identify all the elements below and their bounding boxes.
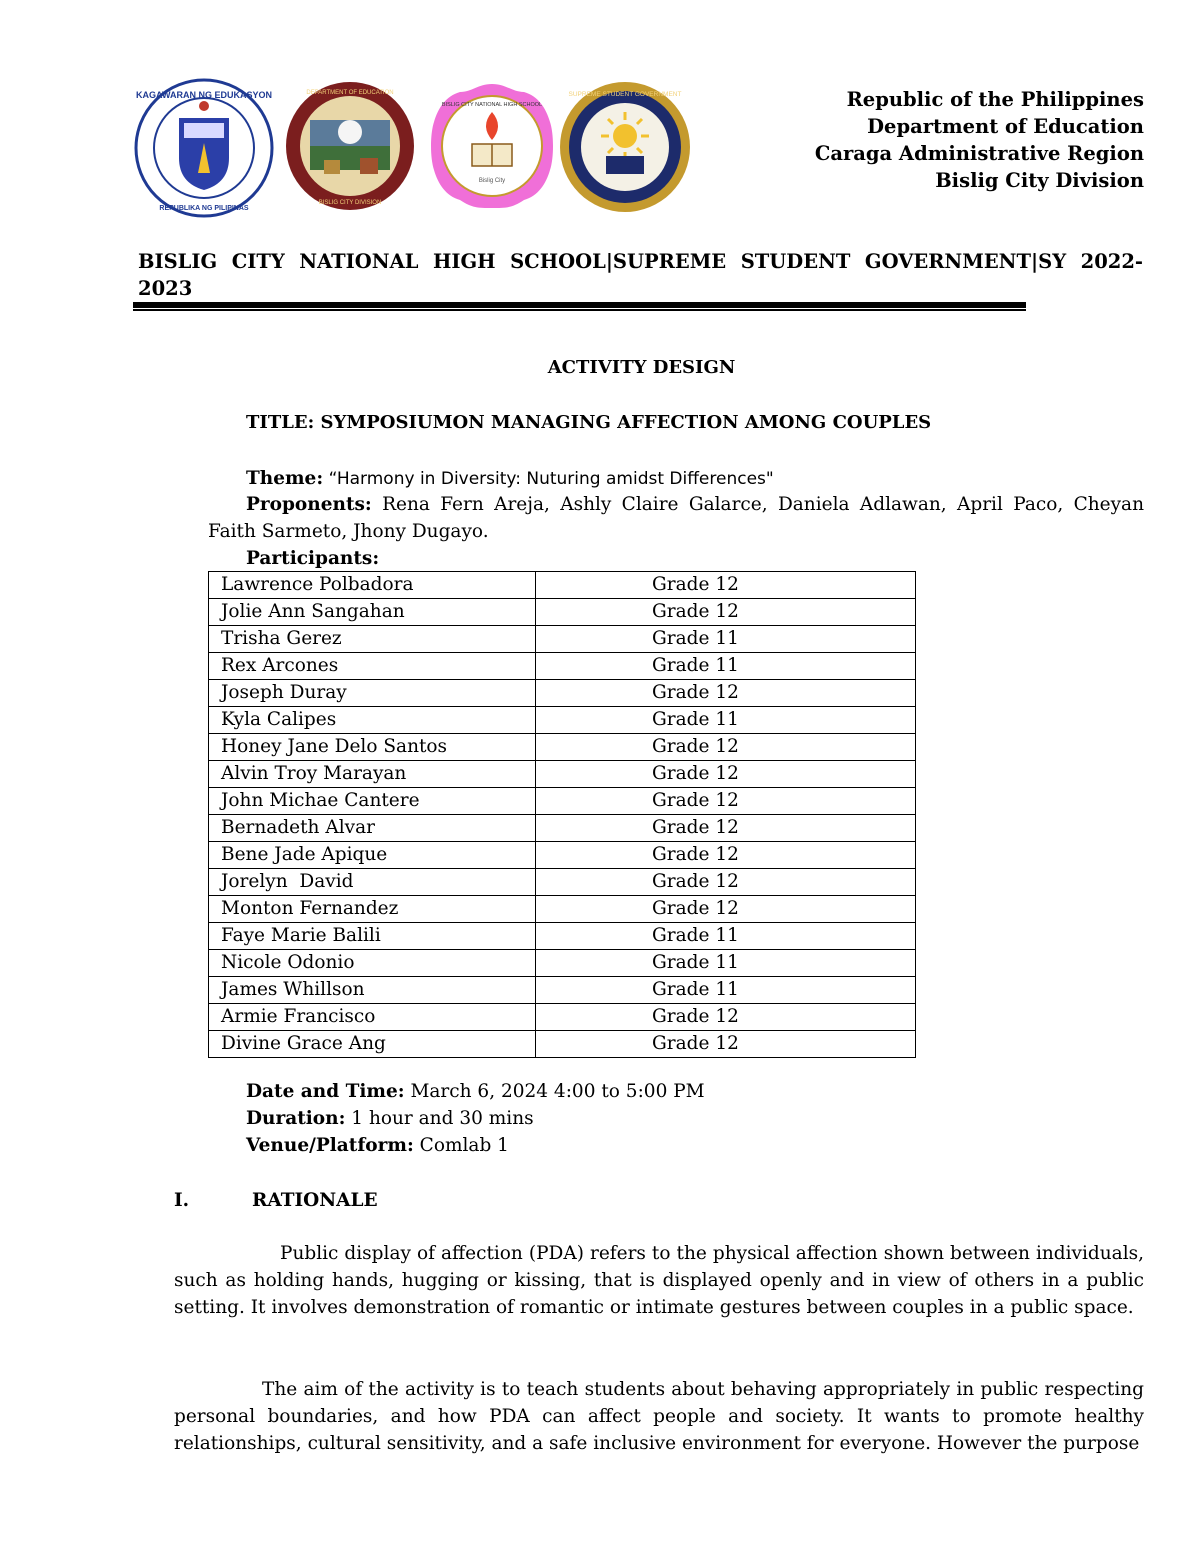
table-row (209, 950, 916, 977)
svg-text:SUPREME STUDENT GOVERNMENT: SUPREME STUDENT GOVERNMENT (568, 91, 682, 98)
date-value: March 6, 2024 4:00 to 5:00 PM (404, 1081, 705, 1102)
table-row (209, 815, 916, 842)
participant-name: Bernadeth Alvar (209, 815, 536, 842)
header-rule-thick (133, 302, 1026, 308)
participant-grade: Grade 12 (536, 1004, 916, 1031)
table-row (209, 1031, 916, 1058)
participant-grade: Grade 11 (536, 923, 916, 950)
participant-grade: Grade 12 (536, 1031, 916, 1058)
participant-name: Nicole Odonio (209, 950, 536, 977)
participant-name: Trisha Gerez (209, 626, 536, 653)
date-time-line (246, 1078, 705, 1105)
deped-seal-logo (134, 78, 274, 218)
participant-name: Lawrence Polbadora (209, 572, 536, 599)
proponents-line (246, 491, 1144, 518)
venue-label: Venue/Platform: (246, 1135, 414, 1156)
participant-name: Bene Jade Apique (209, 842, 536, 869)
participant-name: Alvin Troy Marayan (209, 761, 536, 788)
participant-grade: Grade 12 (536, 572, 916, 599)
header-rule-thin (133, 309, 1026, 311)
government-heading (815, 86, 1144, 194)
duration-line (246, 1105, 534, 1132)
participant-grade: Grade 12 (536, 761, 916, 788)
participant-grade: Grade 12 (536, 815, 916, 842)
gov-line-region: Caraga Administrative Region (814, 142, 1144, 165)
proponents-label: Proponents: (246, 494, 372, 515)
ssg-seal-logo (558, 80, 692, 214)
participant-name: John Michae Cantere (209, 788, 536, 815)
theme-value: “Harmony in Diversity: Nuturing amidst Differences" (323, 469, 774, 489)
date-label: Date and Time: (246, 1081, 405, 1102)
participant-grade: Grade 11 (536, 626, 916, 653)
table-row (209, 1004, 916, 1031)
document-title: TITLE: SYMPOSIUMON MANAGING AFFECTION AMONG COUPLES (246, 412, 932, 433)
table-row (209, 977, 916, 1004)
rationale-paragraph-2: The aim of the activity is to teach students about behaving appropriately in public respecting personal boundaries, and how PDA can affect people and society. It wants to promote healthy relationships, cultural sensitivity, and a safe inclusive environment for everyone. However the purpose (174, 1379, 1144, 1454)
section-title: RATIONALE (252, 1190, 378, 1211)
participants-label: Participants: (246, 548, 380, 569)
participant-name: Divine Grace Ang (209, 1031, 536, 1058)
participant-name: Kyla Calipes (209, 707, 536, 734)
participant-grade: Grade 12 (536, 680, 916, 707)
venue-value: Comlab 1 (413, 1135, 509, 1156)
svg-text:BISLIG CITY NATIONAL HIGH SCHO: BISLIG CITY NATIONAL HIGH SCHOOL (441, 102, 543, 108)
theme-line (246, 465, 774, 493)
table-row (209, 896, 916, 923)
division-seal-logo (284, 80, 416, 212)
participant-grade: Grade 12 (536, 842, 916, 869)
participant-name: Armie Francisco (209, 1004, 536, 1031)
table-row (209, 761, 916, 788)
participant-name: Honey Jane Delo Santos (209, 734, 536, 761)
gov-line-division: Bislig City Division (935, 169, 1144, 192)
table-row (209, 680, 916, 707)
participant-grade: Grade 12 (536, 896, 916, 923)
proponents-line-2: Faith Sarmeto, Jhony Dugayo. (208, 521, 489, 542)
table-row (209, 707, 916, 734)
participants-table (208, 571, 916, 1058)
participant-name: Jorelyn David (209, 869, 536, 896)
theme-label: Theme: (246, 468, 324, 489)
table-row (209, 653, 916, 680)
school-line: BISLIG CITY NATIONAL HIGH SCHOOL|SUPREME STUDENT GOVERNMENT|SY 2022- (138, 250, 1143, 273)
table-row (209, 842, 916, 869)
participant-grade: Grade 11 (536, 707, 916, 734)
rationale-paragraph-1: Public display of affection (PDA) refers to the physical affection shown between individuals, such as holding hands, hugging or kissing, that is displayed openly and in view of others in a public setting. It involves demonstration of romantic or intimate gestures between couples in a public space. (174, 1243, 1144, 1318)
table-row (209, 923, 916, 950)
svg-text:BISLIG CITY DIVISION: BISLIG CITY DIVISION (318, 200, 382, 206)
table-row (209, 626, 916, 653)
participant-name: James Whillson (209, 977, 536, 1004)
table-row (209, 869, 916, 896)
section-number: I. (174, 1190, 190, 1211)
table-row (209, 788, 916, 815)
participant-grade: Grade 12 (536, 869, 916, 896)
svg-text:DEPARTMENT OF EDUCATION: DEPARTMENT OF EDUCATION (306, 90, 394, 96)
participant-name: Rex Arcones (209, 653, 536, 680)
venue-line (246, 1132, 509, 1159)
participant-grade: Grade 12 (536, 734, 916, 761)
svg-text:KAGAWARAN NG EDUKASYON: KAGAWARAN NG EDUKASYON (135, 90, 273, 100)
duration-label: Duration: (246, 1108, 346, 1129)
participant-grade: Grade 12 (536, 788, 916, 815)
participant-name: Faye Marie Balili (209, 923, 536, 950)
proponents-value: Rena Fern Areja, Ashly Claire Galarce, Daniela Adlawan, April Paco, Cheyan (371, 494, 1144, 515)
participant-name: Jolie Ann Sangahan (209, 599, 536, 626)
gov-line-republic: Republic of the Philippines (846, 88, 1144, 111)
participant-name: Joseph Duray (209, 680, 536, 707)
participant-grade: Grade 11 (536, 950, 916, 977)
svg-text:REPUBLIKA NG PILIPINAS: REPUBLIKA NG PILIPINAS (159, 205, 249, 212)
participant-name: Monton Fernandez (209, 896, 536, 923)
gov-line-department: Department of Education (867, 115, 1144, 138)
school-seal-logo (428, 82, 556, 210)
table-row (209, 572, 916, 599)
document-heading: ACTIVITY DESIGN (547, 357, 736, 378)
participant-grade: Grade 11 (536, 977, 916, 1004)
school-line-year: 2023 (138, 277, 193, 300)
table-row (209, 599, 916, 626)
logo-row (134, 78, 694, 218)
participant-grade: Grade 12 (536, 599, 916, 626)
table-row (209, 734, 916, 761)
participant-grade: Grade 11 (536, 653, 916, 680)
duration-value: 1 hour and 30 mins (345, 1108, 534, 1129)
svg-text:Bislig City: Bislig City (478, 178, 506, 184)
